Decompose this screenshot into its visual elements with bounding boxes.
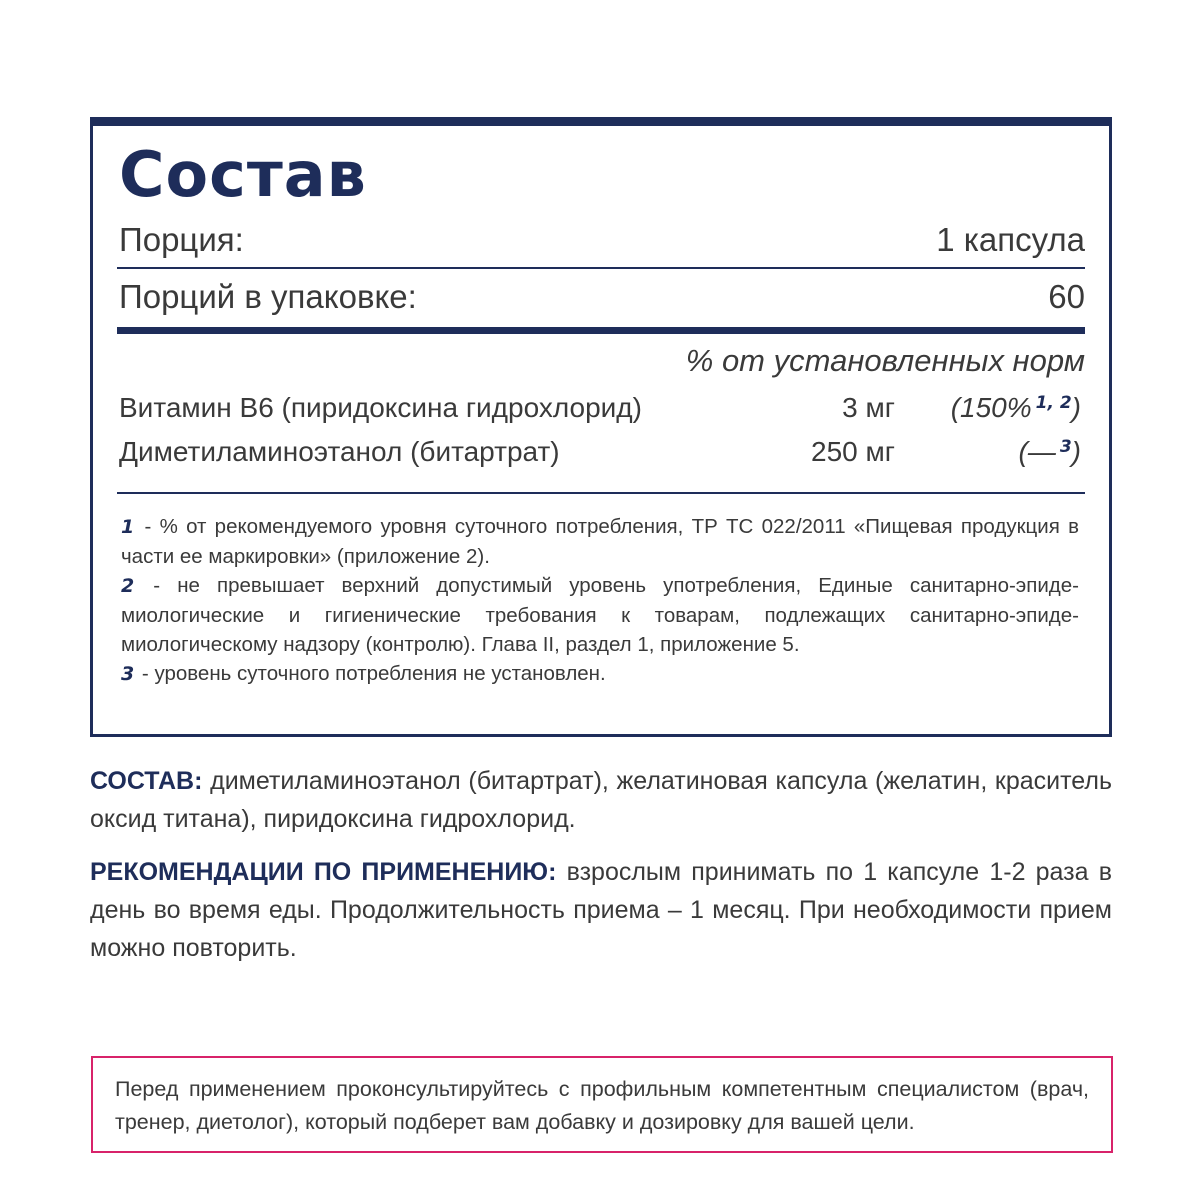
composition-label: СОСТАВ: bbox=[90, 767, 203, 795]
footnote-item bbox=[121, 571, 1079, 659]
footnote-mark: 1 bbox=[121, 516, 135, 538]
footnote-text: - уровень суточного потребления не установлен. bbox=[136, 662, 606, 685]
nutrient-amount: 3 мг bbox=[842, 392, 895, 423]
usage-label: РЕКОМЕНДАЦИИ ПО ПРИМЕНЕНИЮ: bbox=[90, 858, 557, 886]
supplement-facts-panel bbox=[90, 117, 1112, 737]
footnote-reference: 3 bbox=[1059, 437, 1072, 457]
panel-title: Состав bbox=[119, 138, 367, 211]
divider-thin bbox=[117, 267, 1085, 269]
daily-value-text: (150% bbox=[950, 392, 1032, 423]
composition-text: диметиламиноэтанол (битартрат), желатиновая капсула (желатин, краситель оксид титана), пиридоксина гидрохлорид. bbox=[90, 767, 1112, 833]
daily-value-header: % от установленных норм bbox=[685, 343, 1085, 378]
footnote-item bbox=[121, 659, 1079, 689]
daily-value-close: ) bbox=[1071, 436, 1081, 467]
serving-size-row bbox=[119, 223, 1085, 256]
nutrient-daily-value bbox=[1019, 438, 1082, 466]
divider-thick bbox=[117, 327, 1085, 334]
divider-footnotes bbox=[117, 492, 1085, 494]
nutrient-name: Диметиламиноэтанол (битартрат) bbox=[119, 436, 560, 467]
servings-per-pack-row bbox=[119, 280, 1085, 313]
footnote-text: - не превышает верхний допустимый уровень употребления, Единые санитарно-эпидемиологические и гигиенические требования к товарам, подлежащих санитарно-эпидемиологическому надзору (контролю). Глава II, раздел 1, приложение 5. bbox=[121, 574, 1079, 656]
nutrient-daily-value bbox=[951, 394, 1081, 422]
footnote-text: - % от рекомендуемого уровня суточного потребления, ТР ТС 022/2011 «Пищевая продукция в части ее маркировки» (приложение 2). bbox=[121, 515, 1079, 568]
nutrient-name: Витамин В6 (пиридоксина гидрохлорид) bbox=[119, 392, 642, 423]
daily-value-close: ) bbox=[1071, 392, 1081, 423]
serving-size-value: 1 капсула bbox=[936, 221, 1085, 258]
consultation-warning bbox=[91, 1056, 1113, 1153]
warning-text: Перед применением проконсультируйтесь с профильным компетентным специалистом (врач, тренер, диетолог), который подберет вам добавку и дозировку для вашей цели. bbox=[115, 1077, 1089, 1134]
footnote-item bbox=[121, 512, 1079, 571]
footnote-mark: 3 bbox=[121, 663, 135, 685]
servings-per-pack-value: 60 bbox=[1048, 278, 1085, 315]
usage-text: взрослым принимать по 1 капсуле 1-2 раза в день во время еды. Продолжительность приема – 1 месяц. При необходимости прием можно повторить. bbox=[90, 858, 1112, 962]
footnote-mark: 2 bbox=[121, 575, 135, 597]
servings-per-pack-label: Порций в упаковке: bbox=[119, 278, 417, 315]
composition-paragraph bbox=[90, 762, 1112, 838]
serving-size-label: Порция: bbox=[119, 221, 244, 258]
nutrient-row bbox=[119, 438, 1081, 470]
daily-value-text: (— bbox=[1018, 436, 1056, 467]
usage-paragraph bbox=[90, 853, 1112, 967]
footnotes bbox=[121, 512, 1079, 689]
nutrient-row bbox=[119, 394, 1081, 426]
nutrient-amount: 250 мг bbox=[811, 436, 895, 467]
footnote-reference: 1, 2 bbox=[1035, 393, 1072, 413]
